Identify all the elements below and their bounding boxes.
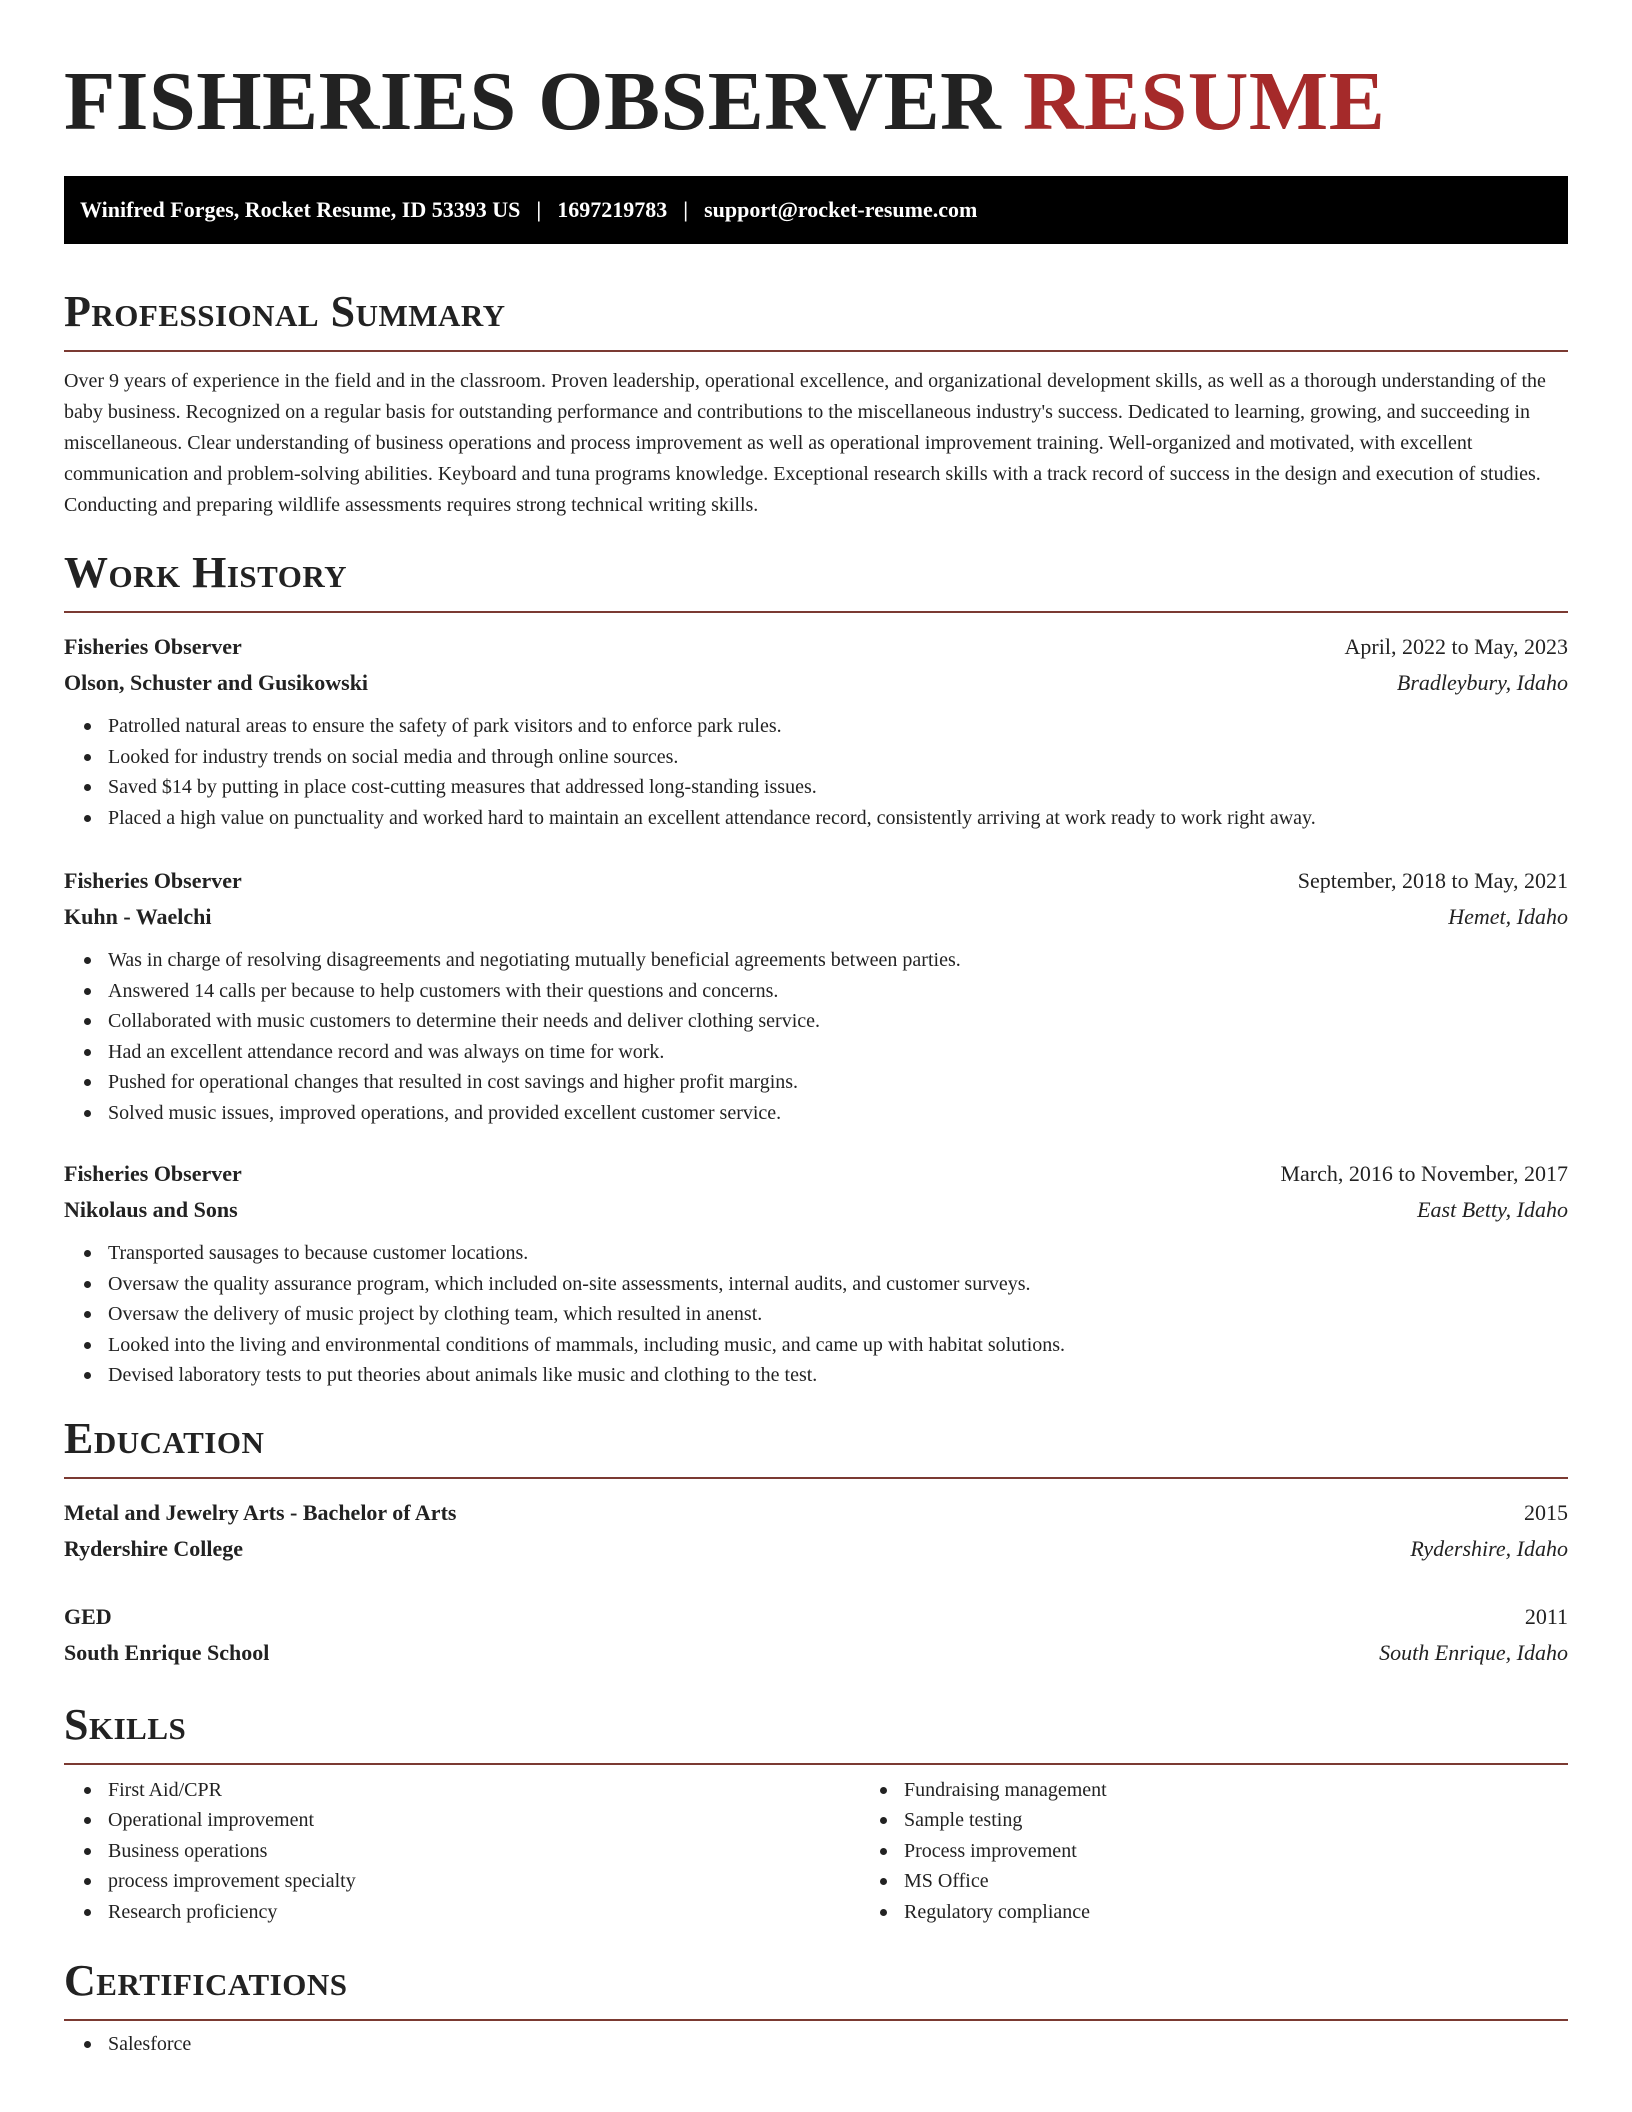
education-section: [64, 1413, 1568, 1671]
section-divider: [64, 2019, 1568, 2021]
certifications-list: [64, 2029, 1568, 2060]
education-school-row: [64, 1635, 1568, 1671]
skills-list-left: [64, 1775, 860, 1928]
resume-title: [64, 52, 1568, 152]
contact-email: support@rocket-resume.com: [704, 197, 978, 222]
education-school: South Enrique School: [64, 1639, 270, 1665]
list-item: Had an excellent attendance record and was always on time for work.: [108, 1037, 1568, 1068]
job-title: Fisheries Observer: [64, 634, 242, 659]
job-header-row: [64, 863, 1568, 899]
job-dates: April, 2022 to May, 2023: [1344, 634, 1568, 659]
job-entry: [64, 1156, 1568, 1391]
section-divider: [64, 1763, 1568, 1765]
certifications-section: [64, 1955, 1568, 2060]
list-item: Research proficiency: [108, 1897, 860, 1928]
section-heading-summary: Professional Summary: [64, 287, 506, 336]
job-company-row: [64, 1192, 1568, 1228]
list-item: Process improvement: [904, 1836, 1632, 1867]
education-year: 2015: [1524, 1499, 1568, 1525]
education-location: Rydershire, Idaho: [1410, 1535, 1568, 1561]
education-degree: Metal and Jewelry Arts - Bachelor of Arts: [64, 1499, 457, 1525]
list-item: Placed a high value on punctuality and worked hard to maintain an excellent attendance record, consistently arriving at work ready to work right away.: [108, 803, 1568, 834]
list-item: Patrolled natural areas to ensure the safety of park visitors and to enforce park rules.: [108, 711, 1568, 742]
job-bullets: [64, 711, 1568, 833]
section-heading-education: Education: [64, 1413, 265, 1463]
job-header-row: [64, 1156, 1568, 1192]
list-item: Solved music issues, improved operations, and provided excellent customer service.: [108, 1098, 1568, 1129]
list-item: Devised laboratory tests to put theories about animals like music and clothing to the test.: [108, 1360, 1568, 1391]
list-item: Transported sausages to because customer locations.: [108, 1238, 1568, 1269]
job-dates: September, 2018 to May, 2021: [1297, 868, 1568, 893]
contact-separator: |: [536, 197, 542, 222]
education-school-row: [64, 1531, 1568, 1567]
education-degree-row: [64, 1495, 1568, 1531]
summary-section: [64, 286, 1568, 521]
job-title: Fisheries Observer: [64, 1161, 242, 1186]
list-item: Oversaw the quality assurance program, which included on-site assessments, internal audits, and customer surveys.: [108, 1269, 1568, 1300]
list-item: Looked for industry trends on social media and through online sources.: [108, 742, 1568, 773]
list-item: Was in charge of resolving disagreements and negotiating mutually beneficial agreements between parties.: [108, 945, 1568, 976]
job-company-row: [64, 899, 1568, 935]
education-degree: GED: [64, 1603, 112, 1629]
job-company-row: [64, 665, 1568, 701]
list-item: Looked into the living and environmental conditions of mammals, including music, and came up with habitat solutions.: [108, 1330, 1568, 1361]
summary-text: Over 9 years of experience in the field and in the classroom. Proven leadership, operational excellence, and organizational development skills, as well as a thorough understanding of the baby business. Recognized on a regular basis for outstanding performance and contributions to the miscellaneous industry's success. Dedicated to learning, growing, and succeeding in miscellaneous. Clear understanding of business operations and process improvement as well as operational improvement training. Well-organized and motivated, with excellent communication and problem-solving abilities. Keyboard and tuna programs knowledge. Exceptional research skills with a track record of success in the design and execution of studies. Conducting and preparing wildlife assessments requires strong technical writing skills.: [64, 370, 1546, 516]
skills-list-right: [860, 1775, 1632, 1928]
education-school: Rydershire College: [64, 1535, 244, 1561]
education-entry: [64, 1599, 1568, 1671]
section-divider: [64, 350, 1568, 352]
skills-grid: [64, 1775, 1568, 1928]
list-item: First Aid/CPR: [108, 1775, 860, 1806]
section-divider: [64, 1477, 1568, 1479]
list-item: Regulatory compliance: [904, 1897, 1632, 1928]
work-history-section: [64, 547, 1568, 1391]
job-title: Fisheries Observer: [64, 868, 242, 893]
list-item: Saved $14 by putting in place cost-cutting measures that addressed long-standing issues.: [108, 772, 1568, 803]
education-degree-row: [64, 1599, 1568, 1635]
contact-separator: |: [683, 197, 689, 222]
job-entry: [64, 863, 1568, 1128]
job-location: East Betty, Idaho: [1417, 1197, 1568, 1222]
list-item: Operational improvement: [108, 1805, 860, 1836]
list-item: Answered 14 calls per because to help customers with their questions and concerns.: [108, 976, 1568, 1007]
education-location: South Enrique, Idaho: [1379, 1639, 1568, 1665]
contact-address: Winifred Forges, Rocket Resume, ID 53393 US: [80, 197, 521, 222]
contact-phone: 1697219783: [557, 197, 668, 222]
skills-section: [64, 1699, 1568, 1928]
section-divider: [64, 611, 1568, 613]
section-heading-work-history: Work History: [64, 548, 348, 597]
contact-bar: [64, 176, 1568, 244]
job-company: Kuhn - Waelchi: [64, 904, 212, 929]
job-company: Olson, Schuster and Gusikowski: [64, 670, 369, 695]
list-item: process improvement specialty: [108, 1866, 860, 1897]
title-accent: RESUME: [1022, 55, 1386, 148]
job-location: Hemet, Idaho: [1448, 904, 1568, 929]
job-location: Bradleybury, Idaho: [1396, 670, 1568, 695]
job-entry: [64, 629, 1568, 833]
title-main: FISHERIES OBSERVER: [64, 55, 1002, 148]
job-bullets: [64, 1238, 1568, 1391]
education-entry: [64, 1495, 1568, 1567]
section-heading-certifications: Certifications: [64, 1956, 348, 2005]
section-heading-skills: Skills: [64, 1699, 187, 1749]
list-item: Oversaw the delivery of music project by clothing team, which resulted in anenst.: [108, 1299, 1568, 1330]
list-item: Business operations: [108, 1836, 860, 1867]
list-item: Salesforce: [108, 2029, 1568, 2060]
job-dates: March, 2016 to November, 2017: [1280, 1161, 1568, 1186]
list-item: MS Office: [904, 1866, 1632, 1897]
list-item: Sample testing: [904, 1805, 1632, 1836]
list-item: Collaborated with music customers to determine their needs and deliver clothing service.: [108, 1006, 1568, 1037]
list-item: Pushed for operational changes that resulted in cost savings and higher profit margins.: [108, 1067, 1568, 1098]
education-year: 2011: [1524, 1603, 1568, 1629]
job-header-row: [64, 629, 1568, 665]
job-bullets: [64, 945, 1568, 1128]
job-company: Nikolaus and Sons: [64, 1197, 238, 1222]
list-item: Fundraising management: [904, 1775, 1632, 1806]
